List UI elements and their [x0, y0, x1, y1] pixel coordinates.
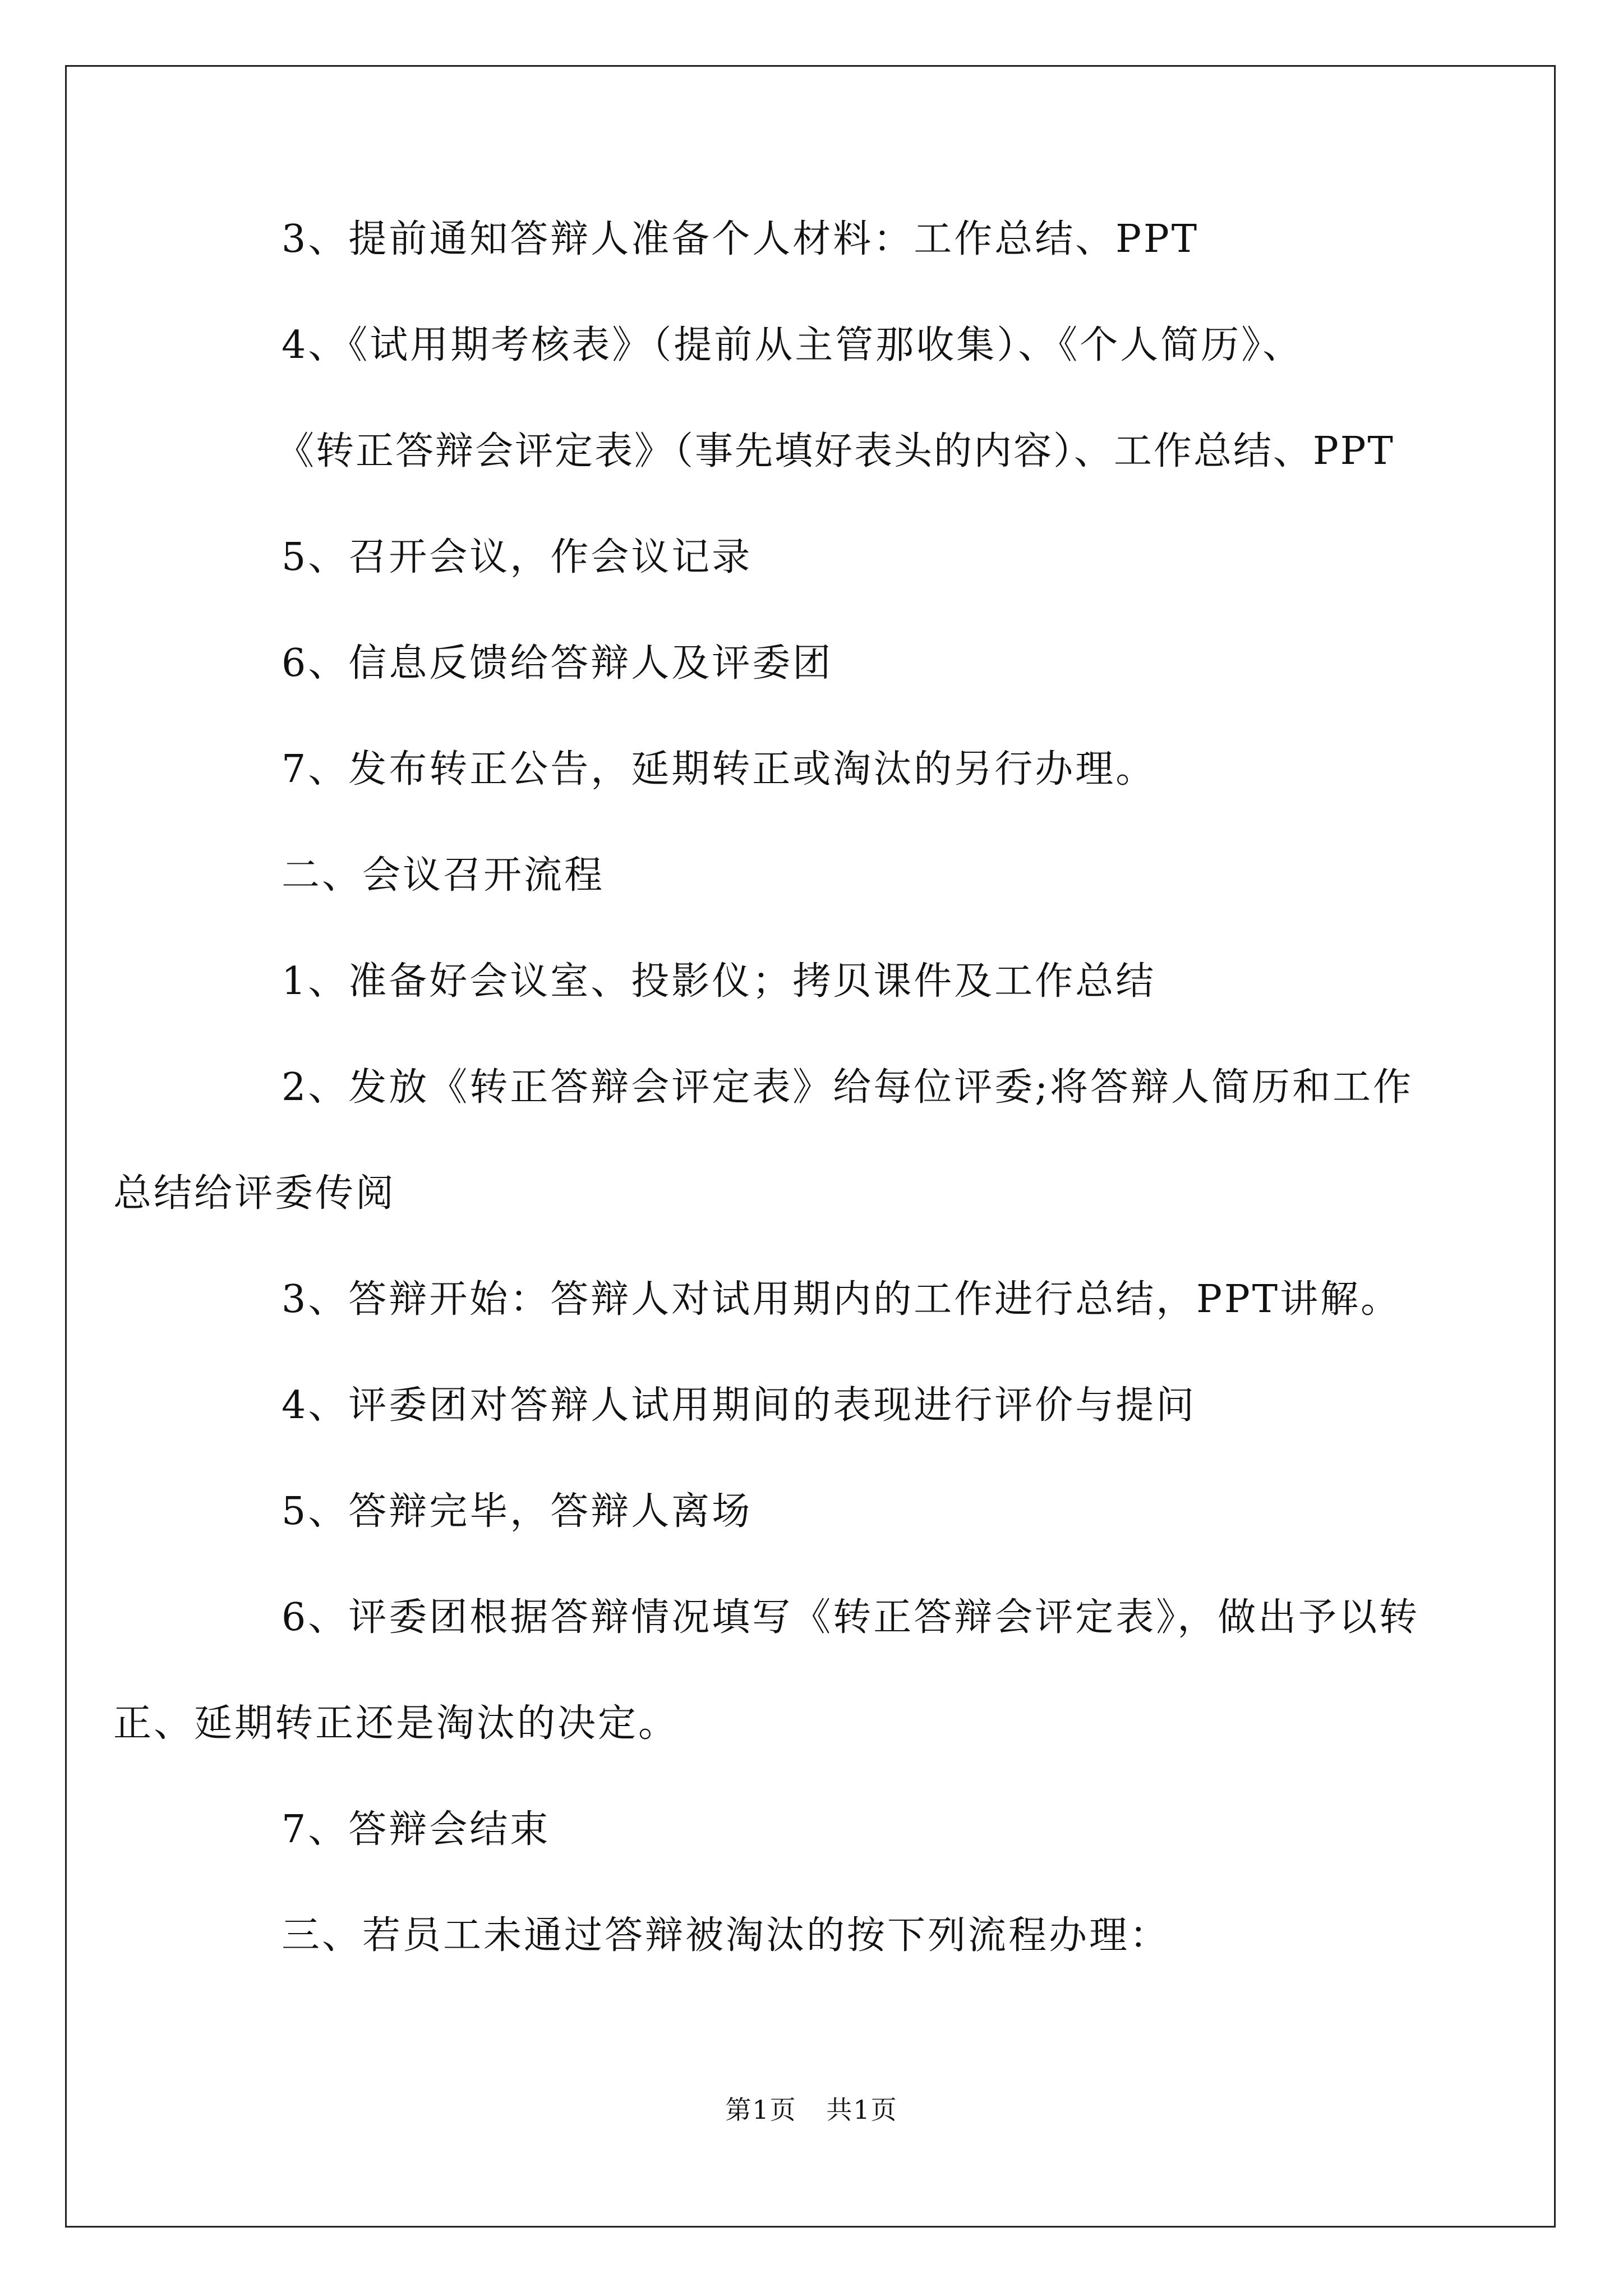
paragraph: 4、评委团对答辩人试用期间的表现进行评价与提问: [282, 1383, 1197, 1428]
paragraph: 1、准备好会议室、投影仪；拷贝课件及工作总结: [282, 959, 1156, 1004]
paragraph-line: 总结给评委传阅: [113, 1171, 396, 1216]
paragraph-line: 正、延期转正还是淘汰的决定。: [113, 1701, 679, 1746]
paragraph: 5、答辩完毕，答辩人离场: [282, 1489, 753, 1534]
paragraph: 5、召开会议，作会议记录: [282, 535, 753, 579]
paragraph: [113, 1591, 1426, 1750]
paragraph: [113, 1061, 1426, 1220]
paragraph: 《转正答辩会评定表》（事先填好表头的内容）、工作总结、PPT: [276, 429, 1395, 473]
paragraph-line: 6、评委团根据答辩情况填写《转正答辩会评定表》，做出予以转: [282, 1595, 1420, 1640]
section-heading: 二、会议召开流程: [282, 853, 605, 898]
paragraph: 7、答辩会结束: [282, 1807, 551, 1852]
section-heading: 三、若员工未通过答辩被淘汰的按下列流程办理：: [282, 1913, 1170, 1958]
page-footer: [0, 2090, 1623, 2127]
paragraph: 3、答辩开始：答辩人对试用期内的工作进行总结，PPT讲解。: [282, 1277, 1401, 1322]
document-body: [113, 213, 1426, 2016]
paragraph: 7、发布转正公告，延期转正或淘汰的另行办理。: [282, 747, 1156, 792]
page-number: 第1页: [725, 2095, 797, 2125]
paragraph-line: 2、发放《转正答辩会评定表》给每位评委;将答辩人简历和工作: [282, 1065, 1414, 1110]
paragraph: 4、《试用期考核表》（提前从主管那收集）、《个人简历》、: [282, 323, 1303, 367]
paragraph: 3、提前通知答辩人准备个人材料：工作总结、PPT: [282, 217, 1200, 261]
page-total: 共1页: [826, 2095, 898, 2125]
paragraph: 6、信息反馈给答辩人及评委团: [282, 641, 833, 685]
